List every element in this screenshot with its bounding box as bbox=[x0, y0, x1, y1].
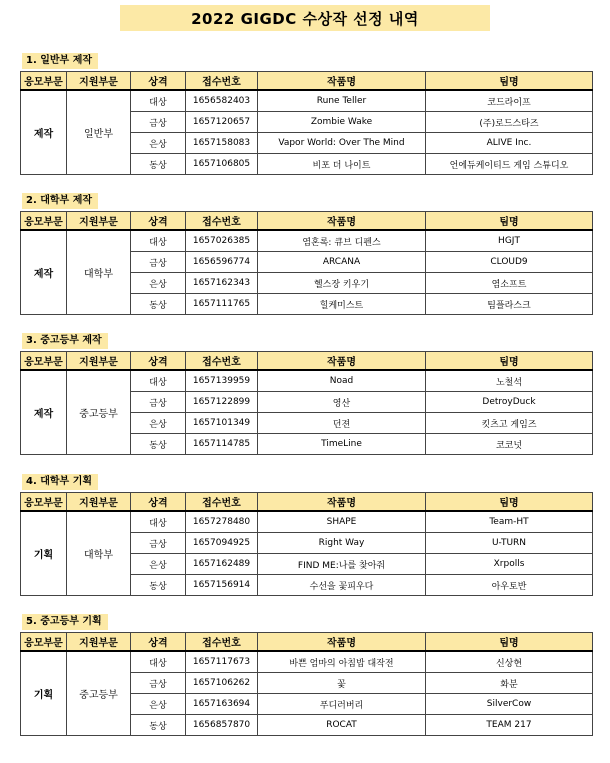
work-cell: Noad bbox=[258, 370, 426, 392]
award-cell: 은상 bbox=[131, 554, 186, 575]
column-header: 응모부문 bbox=[21, 72, 67, 91]
award-cell: 대상 bbox=[131, 511, 186, 533]
column-header: 팀명 bbox=[426, 633, 593, 652]
section-label: 1. 일반부 제작 bbox=[22, 53, 98, 69]
team-cell: Team-HT bbox=[426, 511, 593, 533]
column-header: 상격 bbox=[131, 352, 186, 371]
award-section bbox=[20, 469, 592, 596]
team-cell: 언에듀케이티드 게임 스튜디오 bbox=[426, 154, 593, 175]
column-header: 상격 bbox=[131, 493, 186, 512]
column-header: 작품명 bbox=[258, 633, 426, 652]
team-cell: 킷츠고 게임즈 bbox=[426, 413, 593, 434]
number-cell: 1657122899 bbox=[186, 392, 258, 413]
work-cell: 비포 더 나이트 bbox=[258, 154, 426, 175]
division-cell: 중고등부 bbox=[67, 651, 131, 736]
number-cell: 1657094925 bbox=[186, 533, 258, 554]
award-cell: 은상 bbox=[131, 413, 186, 434]
column-header: 접수번호 bbox=[186, 72, 258, 91]
number-cell: 1657101349 bbox=[186, 413, 258, 434]
award-cell: 대상 bbox=[131, 90, 186, 112]
work-cell: FIND ME:나를 찾아줘 bbox=[258, 554, 426, 575]
team-cell: 아우토반 bbox=[426, 575, 593, 596]
number-cell: 1657114785 bbox=[186, 434, 258, 455]
team-cell: 노철석 bbox=[426, 370, 593, 392]
number-cell: 1657111765 bbox=[186, 294, 258, 315]
column-header: 팀명 bbox=[426, 72, 593, 91]
category-cell: 제작 bbox=[21, 370, 67, 455]
work-cell: 바쁜 엄마의 아침밥 대작전 bbox=[258, 651, 426, 673]
work-cell: 힐케미스트 bbox=[258, 294, 426, 315]
number-cell: 1656596774 bbox=[186, 252, 258, 273]
work-cell: Vapor World: Over The Mind bbox=[258, 133, 426, 154]
category-cell: 제작 bbox=[21, 230, 67, 315]
team-cell: ALIVE Inc. bbox=[426, 133, 593, 154]
award-cell: 금상 bbox=[131, 252, 186, 273]
work-cell: 영산 bbox=[258, 392, 426, 413]
division-cell: 대학부 bbox=[67, 511, 131, 596]
award-cell: 금상 bbox=[131, 112, 186, 133]
award-section bbox=[20, 328, 592, 455]
team-cell: (주)로드스타즈 bbox=[426, 112, 593, 133]
work-cell: Right Way bbox=[258, 533, 426, 554]
award-cell: 동상 bbox=[131, 294, 186, 315]
column-header: 접수번호 bbox=[186, 212, 258, 231]
award-table bbox=[20, 351, 593, 455]
team-cell: 팀플라스크 bbox=[426, 294, 593, 315]
award-section bbox=[20, 48, 592, 175]
team-cell: DetroyDuck bbox=[426, 392, 593, 413]
column-header: 작품명 bbox=[258, 72, 426, 91]
table-header-row bbox=[21, 633, 593, 652]
award-cell: 대상 bbox=[131, 651, 186, 673]
team-cell: TEAM 217 bbox=[426, 715, 593, 736]
award-cell: 대상 bbox=[131, 230, 186, 252]
work-cell: 수선을 꽃피우다 bbox=[258, 575, 426, 596]
table-header-row bbox=[21, 493, 593, 512]
column-header: 지원부문 bbox=[67, 493, 131, 512]
number-cell: 1656582403 bbox=[186, 90, 258, 112]
award-cell: 동상 bbox=[131, 434, 186, 455]
category-cell: 기획 bbox=[21, 511, 67, 596]
award-cell: 금상 bbox=[131, 533, 186, 554]
number-cell: 1657106262 bbox=[186, 673, 258, 694]
section-label: 2. 대학부 제작 bbox=[22, 193, 98, 209]
table-row bbox=[21, 370, 593, 392]
column-header: 팀명 bbox=[426, 212, 593, 231]
award-cell: 동상 bbox=[131, 154, 186, 175]
work-cell: 염혼록: 큐브 디펜스 bbox=[258, 230, 426, 252]
number-cell: 1657026385 bbox=[186, 230, 258, 252]
number-cell: 1657162343 bbox=[186, 273, 258, 294]
award-table bbox=[20, 632, 593, 736]
team-cell: 염소프트 bbox=[426, 273, 593, 294]
award-cell: 금상 bbox=[131, 673, 186, 694]
table-header-row bbox=[21, 212, 593, 231]
team-cell: SilverCow bbox=[426, 694, 593, 715]
column-header: 접수번호 bbox=[186, 633, 258, 652]
award-section bbox=[20, 609, 592, 736]
team-cell: 신상현 bbox=[426, 651, 593, 673]
column-header: 상격 bbox=[131, 633, 186, 652]
team-cell: Xrpolls bbox=[426, 554, 593, 575]
work-cell: 푸디러버리 bbox=[258, 694, 426, 715]
award-cell: 대상 bbox=[131, 370, 186, 392]
work-cell: ROCAT bbox=[258, 715, 426, 736]
page-title: 2022 GIGDC 수상작 선정 내역 bbox=[191, 9, 419, 28]
section-label: 4. 대학부 기획 bbox=[22, 474, 98, 490]
team-cell: CLOUD9 bbox=[426, 252, 593, 273]
column-header: 지원부문 bbox=[67, 352, 131, 371]
column-header: 응모부문 bbox=[21, 352, 67, 371]
division-cell: 중고등부 bbox=[67, 370, 131, 455]
column-header: 상격 bbox=[131, 72, 186, 91]
number-cell: 1657163694 bbox=[186, 694, 258, 715]
award-cell: 은상 bbox=[131, 273, 186, 294]
table-header-row bbox=[21, 352, 593, 371]
work-cell: 헬스장 키우기 bbox=[258, 273, 426, 294]
award-cell: 은상 bbox=[131, 694, 186, 715]
number-cell: 1657117673 bbox=[186, 651, 258, 673]
category-cell: 제작 bbox=[21, 90, 67, 175]
award-table bbox=[20, 71, 593, 175]
column-header: 지원부문 bbox=[67, 72, 131, 91]
section-label: 3. 중고등부 제작 bbox=[22, 333, 108, 349]
column-header: 응모부문 bbox=[21, 212, 67, 231]
column-header: 지원부문 bbox=[67, 633, 131, 652]
division-cell: 일반부 bbox=[67, 90, 131, 175]
table-row bbox=[21, 511, 593, 533]
column-header: 응모부문 bbox=[21, 493, 67, 512]
work-cell: TimeLine bbox=[258, 434, 426, 455]
division-cell: 대학부 bbox=[67, 230, 131, 315]
number-cell: 1657158083 bbox=[186, 133, 258, 154]
award-cell: 은상 bbox=[131, 133, 186, 154]
category-cell: 기획 bbox=[21, 651, 67, 736]
column-header: 팀명 bbox=[426, 493, 593, 512]
team-cell: 화분 bbox=[426, 673, 593, 694]
award-table bbox=[20, 492, 593, 596]
team-cell: 코드라이프 bbox=[426, 90, 593, 112]
section-label: 5. 중고등부 기획 bbox=[22, 614, 108, 630]
title-banner bbox=[120, 5, 490, 31]
award-cell: 동상 bbox=[131, 575, 186, 596]
work-cell: 꽃 bbox=[258, 673, 426, 694]
work-cell: Rune Teller bbox=[258, 90, 426, 112]
table-row bbox=[21, 90, 593, 112]
table-row bbox=[21, 651, 593, 673]
work-cell: Zombie Wake bbox=[258, 112, 426, 133]
column-header: 지원부문 bbox=[67, 212, 131, 231]
team-cell: 코코넛 bbox=[426, 434, 593, 455]
work-cell: ARCANA bbox=[258, 252, 426, 273]
table-row bbox=[21, 230, 593, 252]
column-header: 작품명 bbox=[258, 493, 426, 512]
team-cell: U-TURN bbox=[426, 533, 593, 554]
column-header: 접수번호 bbox=[186, 352, 258, 371]
number-cell: 1657278480 bbox=[186, 511, 258, 533]
number-cell: 1657120657 bbox=[186, 112, 258, 133]
award-cell: 금상 bbox=[131, 392, 186, 413]
number-cell: 1657139959 bbox=[186, 370, 258, 392]
column-header: 작품명 bbox=[258, 212, 426, 231]
number-cell: 1656857870 bbox=[186, 715, 258, 736]
column-header: 접수번호 bbox=[186, 493, 258, 512]
column-header: 작품명 bbox=[258, 352, 426, 371]
number-cell: 1657106805 bbox=[186, 154, 258, 175]
column-header: 응모부문 bbox=[21, 633, 67, 652]
column-header: 상격 bbox=[131, 212, 186, 231]
award-table bbox=[20, 211, 593, 315]
work-cell: 던젼 bbox=[258, 413, 426, 434]
number-cell: 1657162489 bbox=[186, 554, 258, 575]
column-header: 팀명 bbox=[426, 352, 593, 371]
team-cell: HGJT bbox=[426, 230, 593, 252]
table-header-row bbox=[21, 72, 593, 91]
number-cell: 1657156914 bbox=[186, 575, 258, 596]
award-section bbox=[20, 188, 592, 315]
award-cell: 동상 bbox=[131, 715, 186, 736]
work-cell: SHAPE bbox=[258, 511, 426, 533]
